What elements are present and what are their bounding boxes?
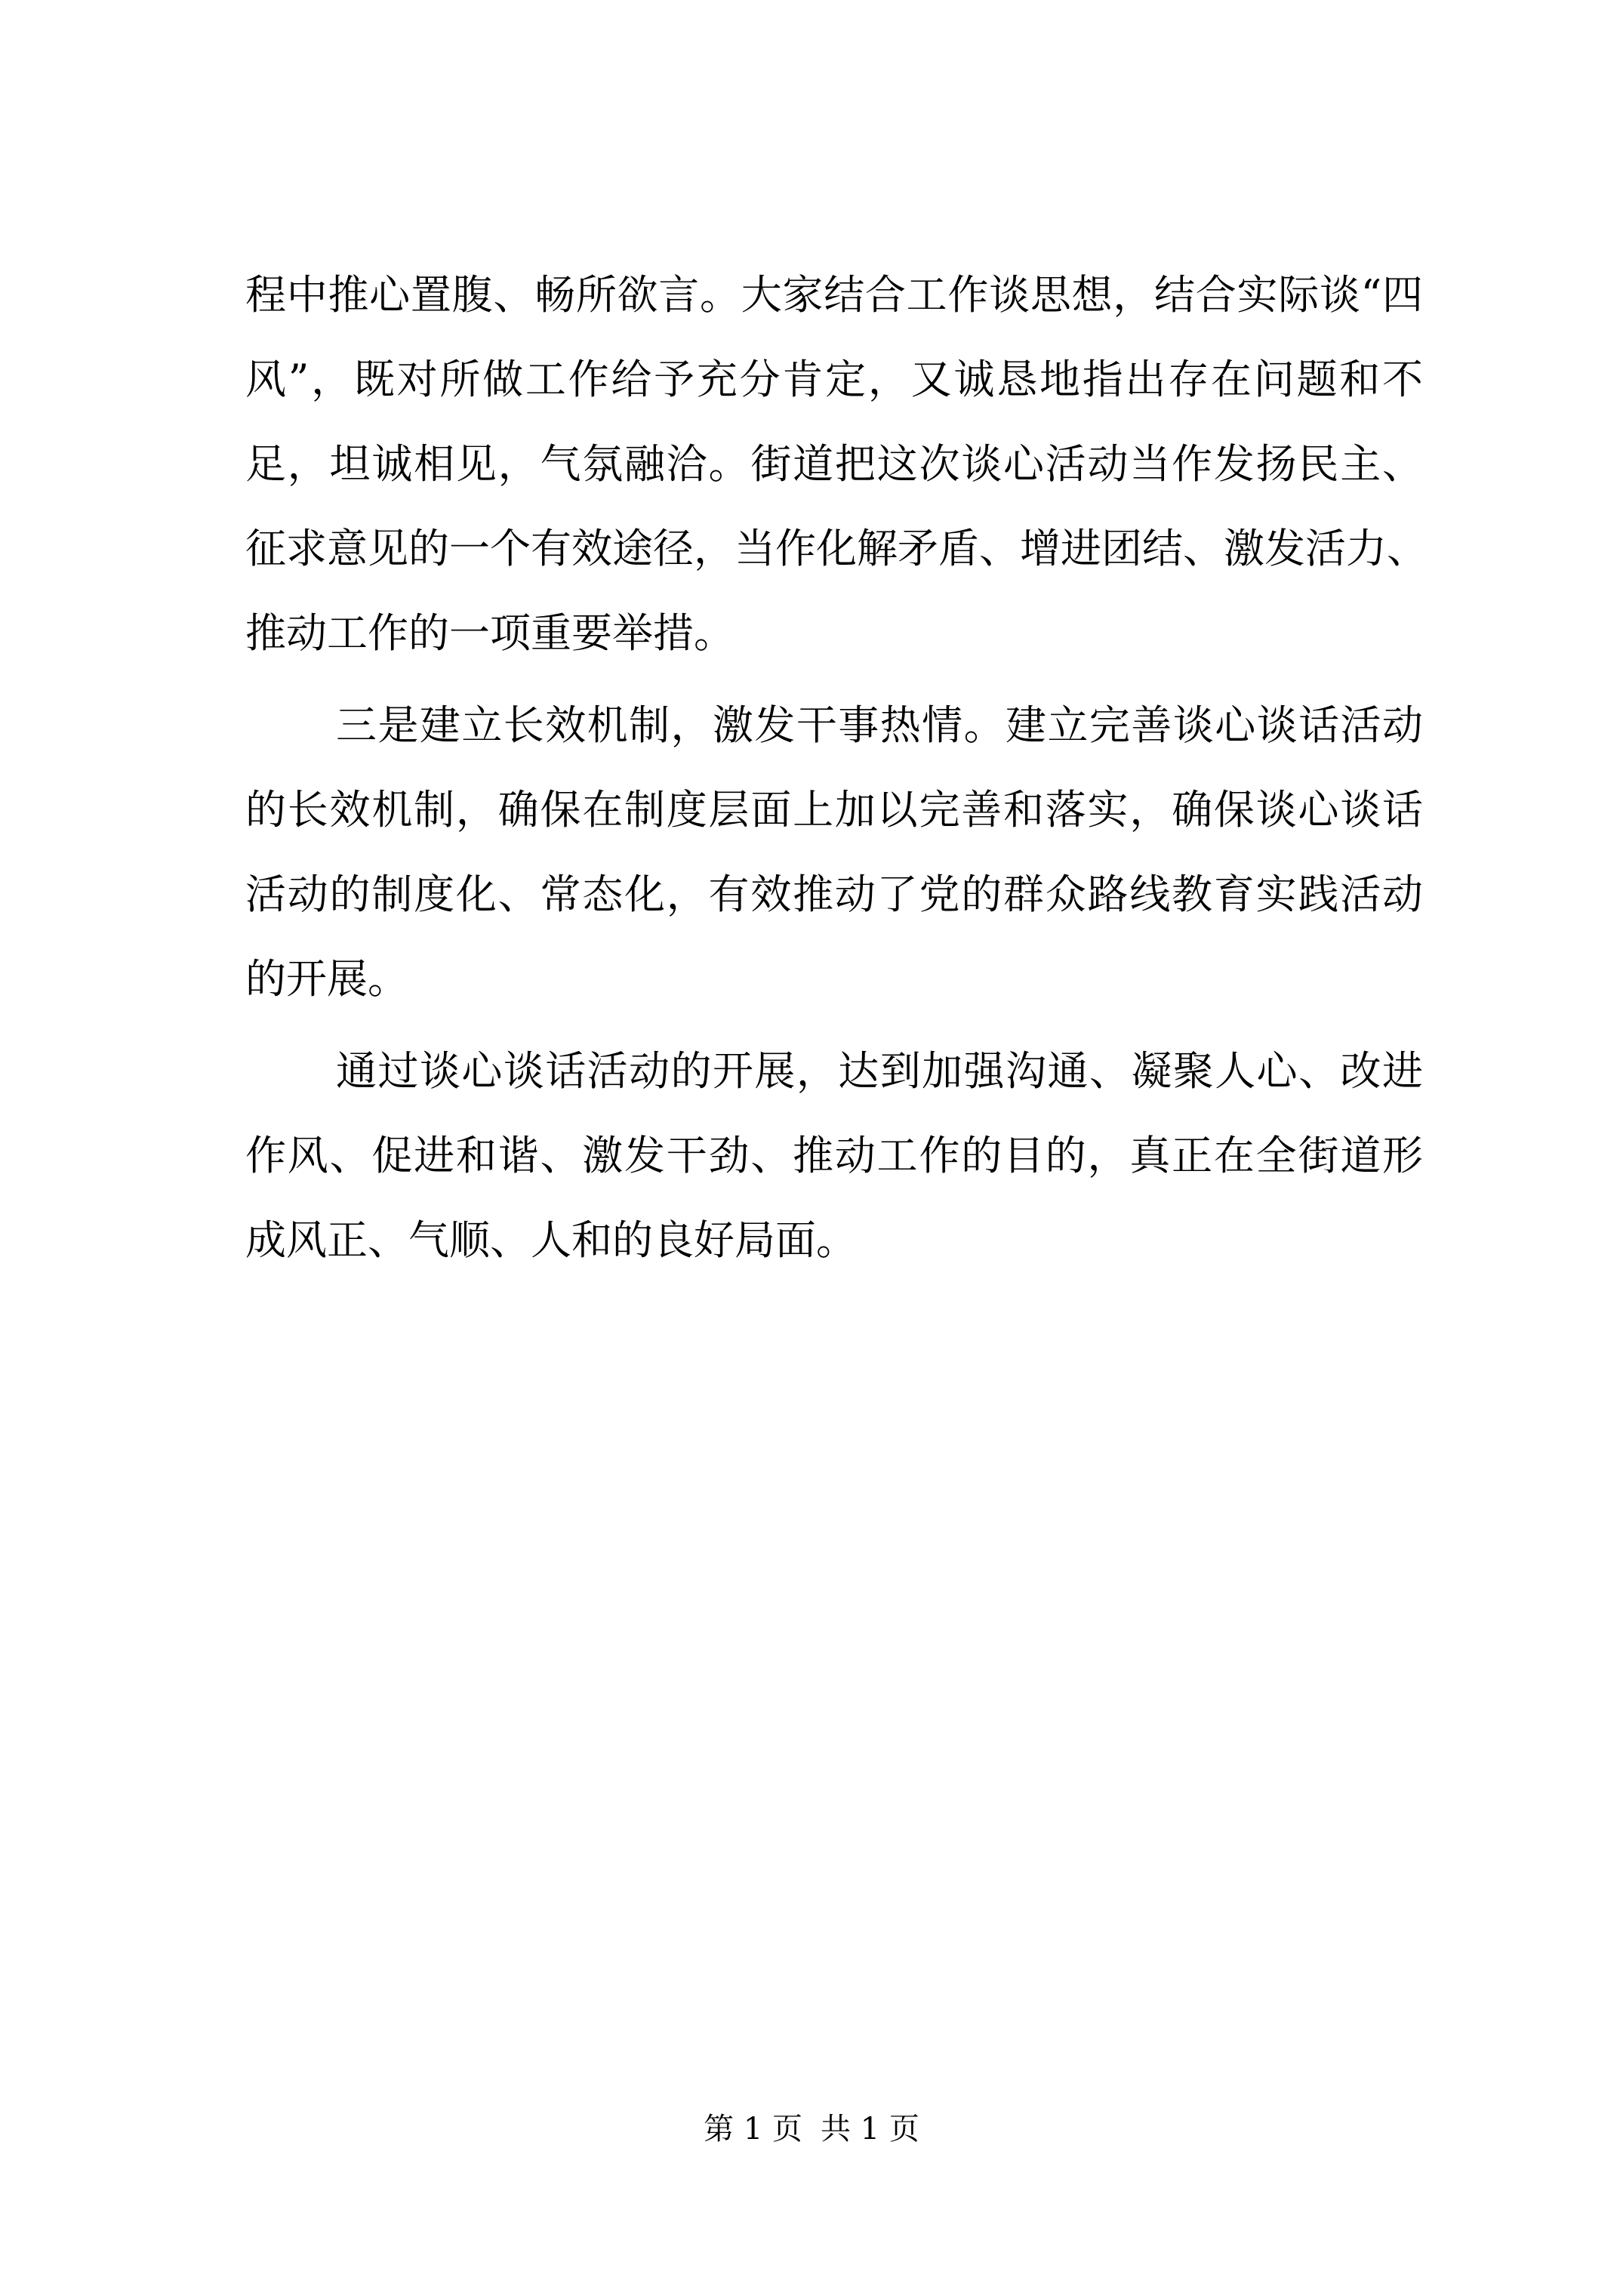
text-line: 程中推心置腹、畅所欲言。大家结合工作谈思想，结合实际谈“四 xyxy=(245,271,1423,319)
page-footer xyxy=(0,2106,1623,2152)
text-line: 推动工作的一项重要举措。 xyxy=(245,609,735,657)
text-line: 的开展。 xyxy=(245,955,408,1003)
text-line: 征求意见的一个有效途径，当作化解矛盾、增进团结、激发活力、 xyxy=(245,525,1427,572)
text-line: 通过谈心谈话活动的开展，达到加强沟通、凝聚人心、改进 xyxy=(336,1047,1423,1095)
text-line: 作风、促进和谐、激发干劲、推动工作的目的，真正在全街道形 xyxy=(245,1132,1423,1179)
paragraph-1 xyxy=(245,253,1427,676)
document-body xyxy=(245,253,1427,1283)
text-line: 足，坦诚相见，气氛融洽。街道把这次谈心活动当作发扬民主、 xyxy=(245,440,1423,488)
page-number: 第 1 页 xyxy=(704,2112,802,2147)
paragraph-3 xyxy=(245,1029,1423,1283)
text-line: 活动的制度化、常态化，有效推动了党的群众路线教育实践活动 xyxy=(245,871,1423,918)
page-total: 共 1 页 xyxy=(821,2112,919,2147)
paragraph-2 xyxy=(245,683,1423,1022)
text-line: 风”，既对所做工作给予充分肯定，又诚恳地指出存在问题和不 xyxy=(245,356,1423,403)
paragraph-gap xyxy=(245,676,1423,683)
text-line: 成风正、气顺、人和的良好局面。 xyxy=(245,1216,857,1264)
text-line: 的长效机制，确保在制度层面上加以完善和落实，确保谈心谈话 xyxy=(245,786,1423,834)
text-line: 三是建立长效机制，激发干事热情。建立完善谈心谈话活动 xyxy=(336,701,1423,749)
paragraph-gap xyxy=(245,1022,1423,1029)
